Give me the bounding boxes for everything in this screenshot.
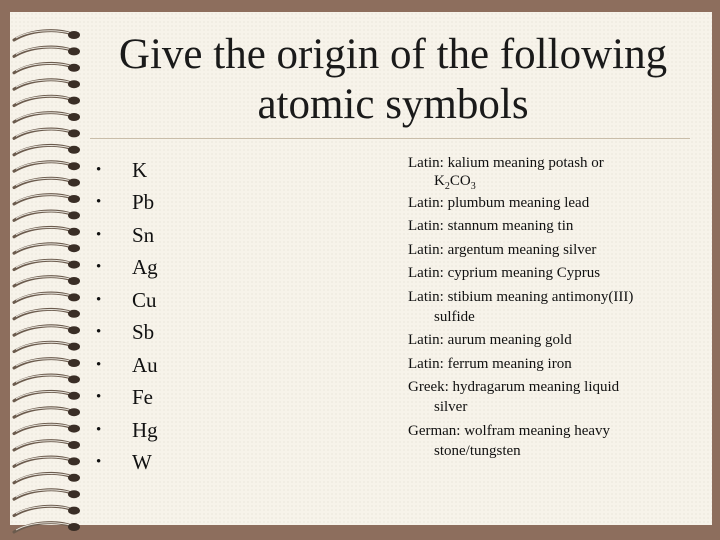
spiral-hole <box>68 310 80 318</box>
symbol: Au <box>132 352 158 377</box>
spiral-hole <box>68 80 80 88</box>
origin-text: Latin: argentum meaning silver <box>408 241 597 258</box>
list-item <box>92 187 158 220</box>
spiral-hole <box>68 293 80 301</box>
title-line-2: atomic symbols <box>257 81 529 128</box>
origin-text: German: wolfram meaning heavy <box>408 422 611 439</box>
bullet: • <box>96 291 102 308</box>
spiral-hole <box>68 359 80 367</box>
origin-item <box>408 153 698 192</box>
origin-item <box>408 330 698 350</box>
bullet: • <box>96 356 102 373</box>
bullet: • <box>96 454 102 471</box>
spiral-hole <box>68 129 80 137</box>
symbol: K <box>132 157 148 182</box>
bullet: • <box>96 421 102 438</box>
origin-list <box>408 153 698 464</box>
spiral-hole <box>68 425 80 433</box>
spiral-binding-decoration <box>10 26 90 534</box>
origin-text: Latin: aurum meaning gold <box>408 332 572 348</box>
origin-item <box>408 216 698 236</box>
origin-continuation: silver <box>434 399 468 415</box>
spiral-hole <box>68 474 80 482</box>
symbol: Hg <box>132 417 158 442</box>
spiral-hole <box>68 343 80 351</box>
spiral-hole <box>68 457 80 465</box>
list-item <box>92 284 158 317</box>
spiral-hole <box>68 47 80 55</box>
spiral-hole <box>68 31 80 39</box>
bullet: • <box>96 259 102 276</box>
spiral-hole <box>68 97 80 105</box>
symbol: Sb <box>132 320 155 345</box>
spiral-hole <box>68 113 80 121</box>
spiral-hole <box>68 523 80 531</box>
origin-text: Latin: cyprium meaning Cyprus <box>408 265 601 281</box>
list-item <box>92 349 158 382</box>
origin-text: Latin: ferrum meaning iron <box>408 355 572 372</box>
symbol: Pb <box>132 190 155 215</box>
spiral-hole <box>68 441 80 449</box>
origin-item <box>408 287 698 327</box>
spiral-hole <box>68 408 80 416</box>
origin-text: Latin: stannum meaning tin <box>408 218 574 234</box>
origin-item <box>408 240 698 260</box>
list-item <box>92 447 158 480</box>
spiral-hole <box>68 392 80 400</box>
origin-continuation: sulfide <box>434 308 475 325</box>
origin-item <box>408 377 698 417</box>
list-item <box>92 219 158 252</box>
list-item <box>92 154 158 187</box>
spiral-hole <box>68 195 80 203</box>
spiral-hole <box>68 375 80 383</box>
symbol: Fe <box>132 385 153 410</box>
list-item <box>92 252 158 285</box>
spiral-hole <box>68 490 80 498</box>
symbol-list <box>92 154 158 479</box>
spiral-hole <box>68 179 80 187</box>
title-line-1: Give the origin of the following <box>118 31 668 78</box>
origin-item <box>408 263 698 283</box>
list-item <box>92 414 158 447</box>
origin-continuation: stone/tungsten <box>434 442 521 459</box>
spiral-hole <box>68 211 80 219</box>
spiral-hole <box>68 146 80 154</box>
spiral-hole <box>68 507 80 515</box>
spiral-hole <box>68 228 80 236</box>
origin-item <box>408 193 698 213</box>
origin-item <box>408 421 698 461</box>
bullet: • <box>96 324 102 341</box>
symbol: Cu <box>132 287 157 312</box>
bullet: • <box>96 226 102 243</box>
origin-text: Greek: hydragarum meaning liquid <box>408 379 620 395</box>
bullet: • <box>96 194 102 211</box>
bullet: • <box>96 389 102 406</box>
symbol: Sn <box>132 222 155 247</box>
spiral-hole <box>68 326 80 334</box>
spiral-hole <box>68 244 80 252</box>
origin-text: Latin: stibium meaning antimony(III) <box>408 288 634 305</box>
symbol: W <box>132 450 152 475</box>
spiral-hole <box>68 64 80 72</box>
spiral-hole <box>68 261 80 269</box>
list-item <box>92 317 158 350</box>
slide <box>10 12 712 525</box>
list-item <box>92 382 158 415</box>
origin-item <box>408 354 698 374</box>
origin-text: Latin: plumbum meaning lead <box>408 194 590 211</box>
symbol: Ag <box>132 255 158 280</box>
spiral-hole <box>68 162 80 170</box>
title-divider <box>90 138 690 139</box>
spiral-hole <box>68 277 80 285</box>
origin-continuation: $K_2CO_3$ <box>434 173 476 192</box>
slide-title <box>106 30 680 130</box>
origin-text: Latin: kalium meaning potash or <box>408 155 604 171</box>
bullet: • <box>96 161 102 178</box>
